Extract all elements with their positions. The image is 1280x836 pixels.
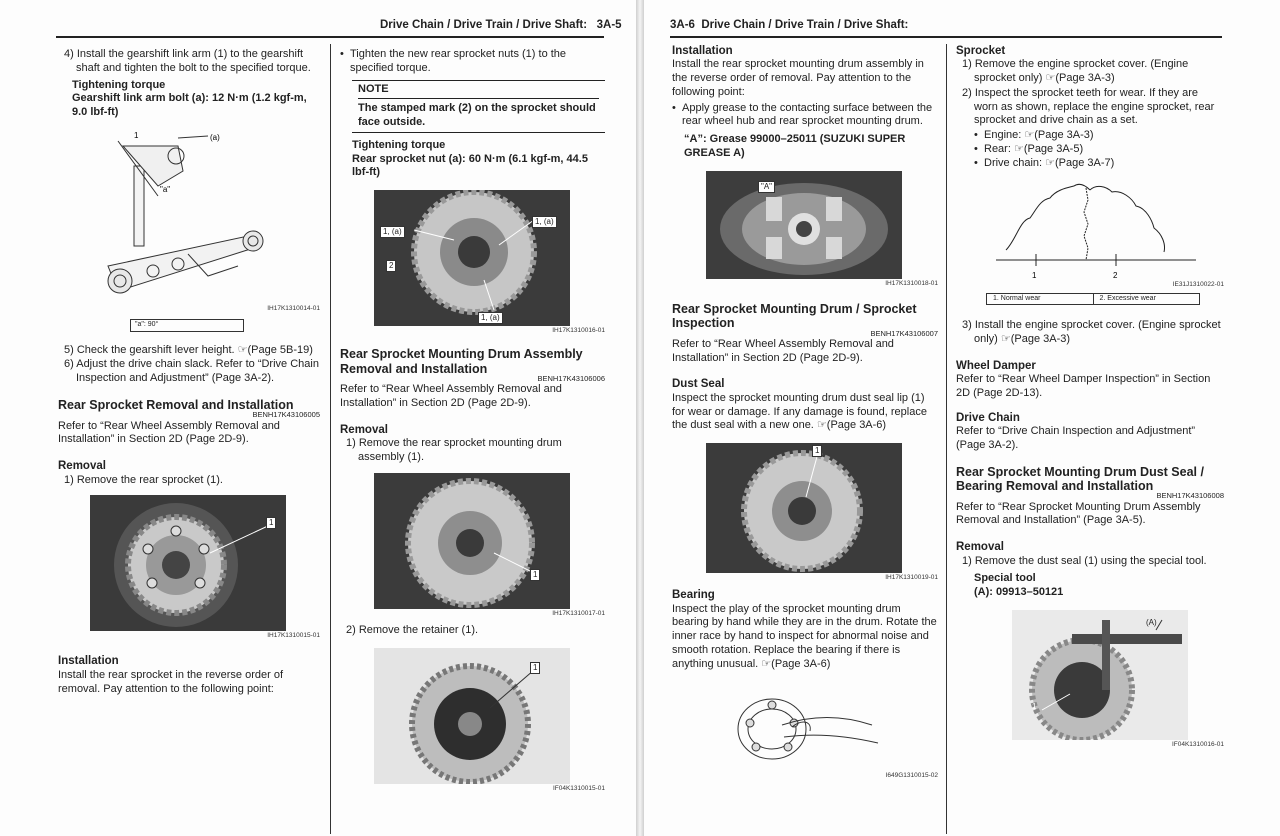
section-ref-rear-sprocket: Refer to “Rear Wheel Assembly Removal and Installation” in Section 2D (Page 2D-9). bbox=[58, 419, 280, 446]
right-page-number: 3A-6 bbox=[670, 19, 695, 31]
drum-assembly-photo bbox=[374, 473, 570, 609]
special-tool-label: Special tool bbox=[974, 572, 1036, 585]
fig2-code: IH17K1310015-01 bbox=[267, 632, 320, 640]
left-column-separator bbox=[330, 44, 331, 834]
fig1-label-a: (a) bbox=[210, 132, 220, 142]
sub-rear: • Rear: ☞(Page 3A-5) bbox=[956, 143, 1224, 157]
fig8-code: I649G1310015-02 bbox=[885, 772, 938, 780]
bullet-grease: • Apply grease to the contacting surface between the rear wheel hub and rear sprocket mounting drum. bbox=[672, 102, 938, 130]
dust-seal-title: Dust Seal bbox=[672, 378, 725, 391]
fig6-code: IH17K1310018-01 bbox=[885, 279, 938, 287]
right-column-separator bbox=[946, 44, 947, 834]
gearshift-link-figure bbox=[98, 126, 320, 304]
section-title-drum-assembly: Rear Sprocket Mounting Drum Assembly Removal and Installation bbox=[340, 347, 583, 376]
bullet-tighten-nuts: • Tighten the new rear sprocket nuts (1) to the specified torque. bbox=[340, 48, 605, 76]
right-col2 bbox=[956, 42, 1224, 749]
wear-legend bbox=[986, 293, 1200, 306]
section-code-rear-sprocket: BENH17K43106005 bbox=[252, 410, 320, 420]
grease-spec: “A”: Grease 99000–25011 (SUZUKI SUPER GREASE A) bbox=[684, 133, 906, 159]
sprocket-step-3: 3) Install the engine sprocket cover. (Engine sprocket only) ☞(Page 3A-3) bbox=[962, 319, 1221, 345]
sprocket-wear-diagram bbox=[996, 180, 1196, 280]
removal-step-retainer: 2) Remove the retainer (1). bbox=[346, 623, 479, 636]
section-title-rear-sprocket: Rear Sprocket Removal and Installation bbox=[58, 397, 294, 412]
installation-title-1: Installation bbox=[58, 655, 119, 668]
bearing-hand-drawing bbox=[732, 685, 882, 771]
removal-step-1: 1) Remove the rear sprocket (1). bbox=[64, 473, 223, 486]
fig1-code: IH17K1310014-01 bbox=[267, 304, 320, 312]
fig1-caption: "a": 90° bbox=[130, 319, 244, 332]
fig1-label-1: 1 bbox=[134, 130, 139, 140]
installation-title-2: Installation bbox=[672, 45, 733, 57]
torque-label-2: Tightening torque bbox=[352, 138, 446, 151]
bearing-title: Bearing bbox=[672, 589, 715, 602]
dust-seal-section-ref: Refer to “Rear Sprocket Mounting Drum Assembly Removal and Installation” (Page 3A-5). bbox=[956, 500, 1201, 527]
retainer-photo bbox=[374, 648, 570, 784]
removal-title-2: Removal bbox=[340, 423, 388, 436]
fig3-label-2: 2 bbox=[386, 260, 396, 272]
section-code-drum-assembly: BENH17K43106006 bbox=[537, 373, 605, 383]
book-gutter bbox=[636, 0, 644, 836]
section-title-drum-inspection: Rear Sprocket Mounting Drum / Sprocket Inspection bbox=[672, 301, 917, 331]
fig3-label-1a-right: 1, (a) bbox=[532, 216, 557, 228]
fig10-label-A: (A) bbox=[1146, 617, 1157, 627]
installation-text-2: Install the rear sprocket mounting drum assembly in the reverse order of removal. Pay attention to the following point: bbox=[672, 58, 924, 98]
section-code-drum-inspection: BENH17K43106007 bbox=[870, 328, 938, 338]
wheel-damper-text: Refer to “Rear Wheel Damper Inspection” in Section 2D (Page 2D-13). bbox=[956, 373, 1211, 399]
step-6: 6) Adjust the drive chain slack. Refer to “Drive Chain Inspection and Adjustment” (Page 3A-2). bbox=[64, 358, 319, 385]
hub-grease-photo bbox=[706, 171, 902, 279]
removal-title-1: Removal bbox=[58, 460, 106, 473]
special-tool-value: (A): 09913–50121 bbox=[974, 586, 1064, 598]
note-text: The stamped mark (2) on the sprocket should face outside. bbox=[358, 102, 596, 128]
drive-chain-text: Refer to “Drive Chain Inspection and Adjustment” (Page 3A-2). bbox=[956, 425, 1196, 451]
fig3-code: IH17K1310016-01 bbox=[552, 327, 605, 334]
fig10-label-1: 1 bbox=[1032, 701, 1037, 711]
fig4-label-1: 1 bbox=[530, 569, 540, 581]
fig1-label-a-quoted: "a" bbox=[160, 184, 171, 194]
wheel-damper-title: Wheel Damper bbox=[956, 359, 1036, 372]
right-header-rule bbox=[670, 36, 1222, 38]
left-page-header: Drive Chain / Drive Train / Drive Shaft: 3A-5 bbox=[380, 19, 622, 31]
dust-seal-section-title: Rear Sprocket Mounting Drum Dust Seal / Bearing Removal and Installation bbox=[956, 464, 1204, 493]
legend-excessive-wear: 2. Excessive wear bbox=[1093, 294, 1200, 305]
sprocket-nuts-photo bbox=[374, 190, 570, 326]
dust-seal-section-code: BENH17K43106008 bbox=[1156, 491, 1224, 501]
removal-title-3: Removal bbox=[956, 541, 1004, 554]
fig5-label-1: 1 bbox=[530, 662, 540, 674]
right-page-header: 3A-6 Drive Chain / Drive Train / Drive Shaft: bbox=[670, 19, 909, 31]
special-tool-photo bbox=[1012, 610, 1188, 740]
left-page-number: 3A-5 bbox=[596, 19, 622, 31]
fig9-label-1: 1 bbox=[1032, 271, 1037, 281]
fig4-code: IH17K1310017-01 bbox=[552, 609, 605, 617]
left-header-rule bbox=[56, 36, 604, 38]
torque-value-2: Rear sprocket nut (a): 60 N·m (6.1 kgf-m, 44.5 lbf-ft) bbox=[352, 152, 588, 179]
bearing-text: Inspect the play of the sprocket mounting drum bearing by hand while they are in the drum. Rotate the inner race by hand to inspect for abnormal noise and smooth rotation. Replace the bearing if there is anything unusual. ☞(Page 3A-6) bbox=[672, 602, 937, 670]
fig3-label-1a-left: 1, (a) bbox=[380, 226, 405, 238]
right-col1 bbox=[672, 42, 938, 780]
installation-text-1: Install the rear sprocket in the reverse order of removal. Pay attention to the following point: bbox=[58, 668, 283, 695]
fig6-label-A: "A" bbox=[758, 181, 775, 193]
note-box bbox=[352, 80, 605, 133]
rear-sprocket-photo bbox=[90, 495, 286, 631]
step-5: 5) Check the gearshift lever height. ☞(Page 5B-19) bbox=[64, 343, 313, 356]
fig7-label-1: 1 bbox=[812, 445, 822, 457]
dust-seal-photo bbox=[706, 443, 902, 573]
fig9-code: IE31J1310022-01 bbox=[1172, 281, 1224, 289]
torque-label: Tightening torque bbox=[72, 78, 166, 91]
sprocket-step-1: 1) Remove the engine sprocket cover. (Engine sprocket only) ☞(Page 3A-3) bbox=[962, 58, 1189, 85]
fig7-code: IH17K1310019-01 bbox=[885, 574, 938, 581]
fig9-label-2: 2 bbox=[1113, 271, 1118, 281]
section-ref-drum-inspection: Refer to “Rear Wheel Assembly Removal and Installation” in Section 2D (Page 2D-9). bbox=[672, 337, 894, 364]
left-page bbox=[0, 0, 636, 836]
fig10-code: IF04K1310016-01 bbox=[1171, 740, 1224, 748]
right-page bbox=[644, 0, 1280, 836]
legend-normal-wear: 1. Normal wear bbox=[993, 294, 1041, 302]
removal-step-dust-seal: 1) Remove the dust seal (1) using the special tool. bbox=[962, 554, 1207, 567]
drive-chain-title: Drive Chain bbox=[956, 411, 1020, 424]
removal-step-drum: 1) Remove the rear sprocket mounting drum assembly (1). bbox=[346, 437, 562, 463]
sub-engine: • Engine: ☞(Page 3A-3) bbox=[956, 129, 1224, 143]
left-col1 bbox=[58, 42, 320, 696]
dust-seal-text: Inspect the sprocket mounting drum dust seal lip (1) for wear or damage. If any damage is found, replace the dust seal with a new one. ☞(Page 3A-6) bbox=[672, 391, 927, 432]
torque-value: Gearshift link arm bolt (a): 12 N·m (1.2 kgf-m, 9.0 lbf-ft) bbox=[72, 92, 307, 118]
fig3-label-1a-bottom: 1, (a) bbox=[478, 312, 503, 324]
sprocket-title: Sprocket bbox=[956, 45, 1006, 57]
section-ref-drum-assembly: Refer to “Rear Wheel Assembly Removal and Installation” in Section 2D (Page 2D-9). bbox=[340, 383, 562, 409]
left-col2 bbox=[340, 42, 605, 793]
sub-drive-chain: • Drive chain: ☞(Page 3A-7) bbox=[956, 157, 1224, 171]
step-4: 4) Install the gearshift link arm (1) to the gearshift shaft and tighten the bolt to the specified torque. bbox=[64, 48, 311, 74]
fig5-code: IF04K1310015-01 bbox=[552, 784, 605, 792]
note-label: NOTE bbox=[358, 83, 599, 100]
fig2-label-1: 1 bbox=[266, 517, 276, 529]
sprocket-step-2: 2) Inspect the sprocket teeth for wear. If they are worn as shown, replace the engine sprocket, rear sprocket and drive chain as a set. bbox=[962, 86, 1215, 127]
